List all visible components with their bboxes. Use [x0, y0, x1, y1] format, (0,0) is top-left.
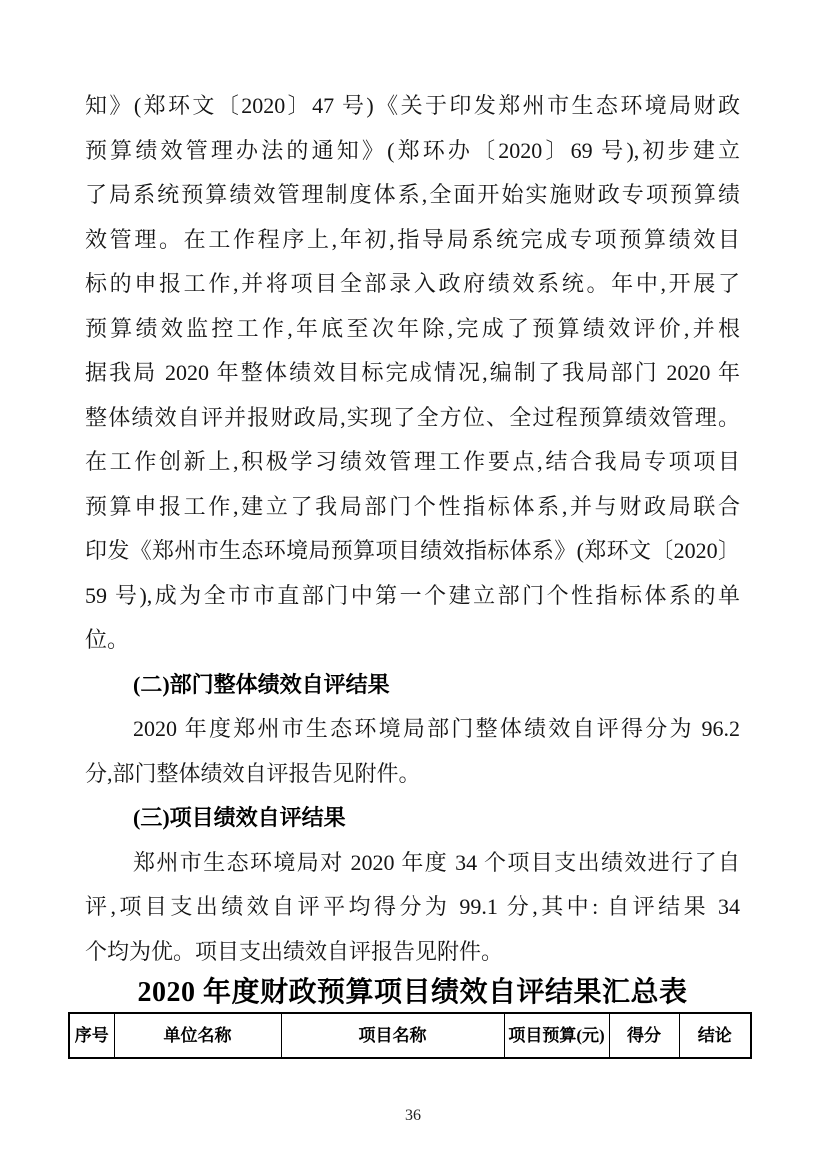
table-title: 2020 年度财政预算项目绩效自评结果汇总表: [137, 977, 688, 1008]
section-heading-3: (三)项目绩效自评结果: [133, 805, 346, 830]
body-text-line: 效管理。在工作程序上,年初,指导局系统完成专项预算绩效目: [85, 226, 740, 252]
paragraph-1: [85, 84, 740, 663]
body-text-line: 评,项目支出绩效自评平均得分为 99.1 分,其中: 自评结果 34: [85, 894, 740, 919]
body-text-line: 在工作创新上,积极学习绩效管理工作要点,结合我局专项项目: [85, 449, 740, 474]
paragraph-3: [85, 841, 740, 975]
table-header-row: [69, 1013, 751, 1058]
body-text-line: 分,部门整体绩效自评报告见附件。: [85, 760, 421, 786]
body-text-line: 知》(郑环文〔2020〕47 号)《关于印发郑州市生态环境局财政: [85, 93, 740, 118]
body-text-line: 59 号),成为全市市直部门中第一个建立部门个性指标体系的单: [85, 582, 740, 608]
page-number: 36: [405, 1107, 421, 1124]
summary-table: [68, 1012, 752, 1059]
body-text-line: 郑州市生态环境局对 2020 年度 34 个项目支出绩效进行了自: [133, 849, 740, 875]
body-text-line: 了局系统预算绩效管理制度体系,全面开始实施财政专项预算绩: [85, 182, 740, 207]
body-text-line: 位。: [85, 627, 130, 652]
table-header-conclusion: 结论: [679, 1013, 751, 1058]
section-heading-2: (二)部门整体绩效自评结果: [133, 671, 390, 697]
body-text-line: 预算绩效监控工作,年底至次年除,完成了预算绩效评价,并根: [85, 315, 740, 341]
body-text-line: 印发《郑州市生态环境局预算项目绩效指标体系》(郑环文〔2020〕: [85, 538, 740, 563]
body-text-line: 2020 年度郑州市生态环境局部门整体绩效自评得分为 96.2: [133, 716, 740, 741]
table-header-unit-name: 单位名称: [114, 1013, 281, 1058]
page-footer: [0, 1107, 826, 1125]
body-text-line: 标的申报工作,并将项目全部录入政府绩效系统。年中,开展了: [85, 271, 740, 296]
paragraph-2: [85, 707, 740, 796]
table-header-index: 序号: [69, 1013, 114, 1058]
body-text-line: 整体绩效自评并报财政局,实现了全方位、全过程预算绩效管理。: [85, 404, 740, 430]
body-text-line: 个均为优。项目支出绩效自评报告见附件。: [85, 938, 504, 964]
table-header-project-budget: 项目预算(元): [504, 1013, 609, 1058]
table-header-score: 得分: [609, 1013, 679, 1058]
table-header-project-name: 项目名称: [281, 1013, 504, 1058]
body-text-line: 预算绩效管理办法的通知》(郑环办〔2020〕69 号),初步建立: [85, 137, 740, 163]
body-text-line: 预算申报工作,建立了我局部门个性指标体系,并与财政局联合: [85, 493, 740, 519]
body-text-line: 据我局 2020 年整体绩效目标完成情况,编制了我局部门 2020 年: [85, 360, 740, 385]
